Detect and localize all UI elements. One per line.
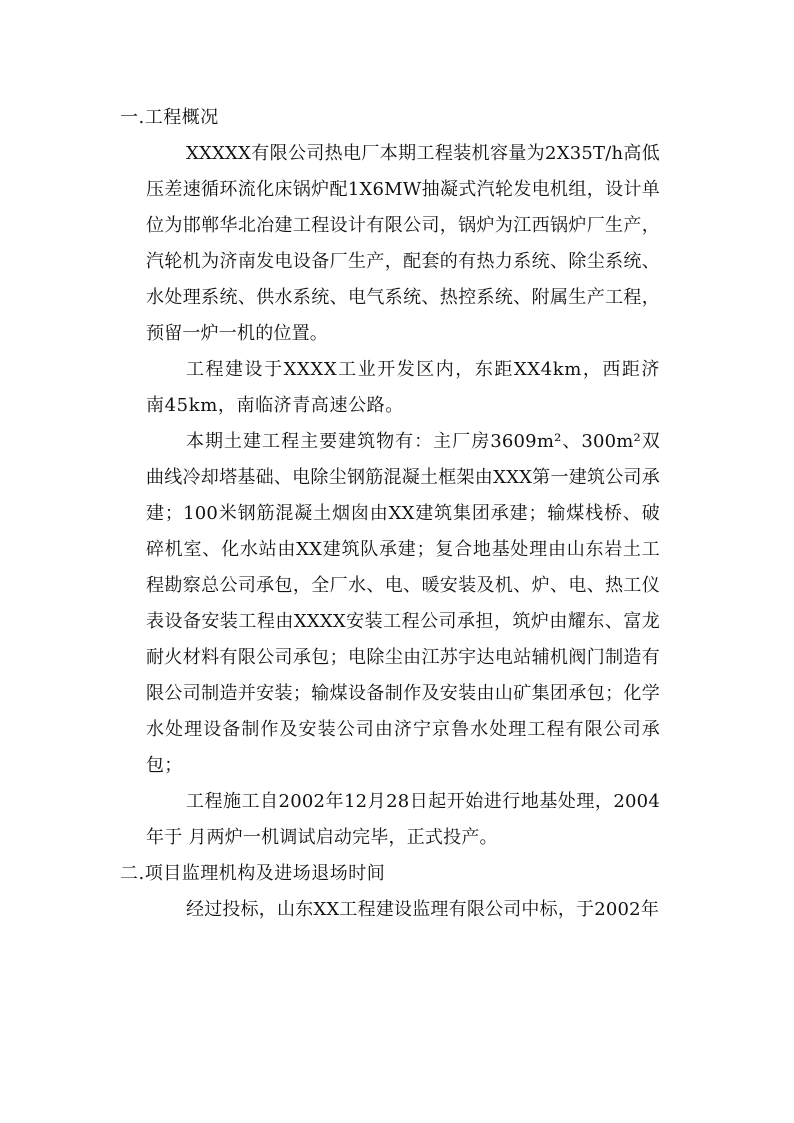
paragraph-bidding: 经过投标，山东XX工程建设监理有限公司中标，于2002年 xyxy=(186,899,660,920)
paragraph-project-location: 工程建设于XXXX工业开发区内，东距XX4km，西距济南45km，南临济青高速公路。 xyxy=(146,359,660,416)
paragraph-civil-works: 本期土建工程主要建筑物有：主厂房3609m²、300m²双曲线冷却塔基础、电除尘钢筋混凝土框架由XXX第一建筑公司承建；100米钢筋混凝土烟囱由XX建筑集团承建；输煤栈桥、破碎机室、化水站由XX建筑队承建；复合地基处理由山东岩土工程勘察总公司承包，全厂水、电、暖安装及机、炉、电、热工仪表设备安装工程由XXXX安装工程公司承担，筑炉由耀东、富龙耐火材料有限公司承包；电除尘由江苏宇达电站辅机阀门制造有限公司制造并安装；输煤设备制作及安装由山矿集团承包；化学水处理设备制作及安装公司由济宁京鲁水处理工程有限公司承包； xyxy=(146,431,660,776)
paragraph-construction-schedule: 工程施工自2002年12月28日起开始进行地基处理，2004年于 月两炉一机调试启动完毕，正式投产。 xyxy=(146,791,660,848)
paragraph-project-capacity: XXXXX有限公司热电厂本期工程装机容量为2X35T/h高低压差速循环流化床锅炉配1X6MW抽凝式汽轮发电机组，设计单位为邯郸华北冶建工程设计有限公司，锅炉为江西锅炉厂生产，汽轮机为济南发电设备厂生产，配套的有热力系统、除尘系统、水处理系统、供水系统、电气系统、热控系统、附属生产工程，预留一炉一机的位置。 xyxy=(146,143,660,344)
section-heading-overview: 一.工程概况 xyxy=(120,107,219,128)
document-body xyxy=(120,100,660,928)
section-heading-supervision: 二.项目监理机构及进场退场时间 xyxy=(120,863,386,884)
